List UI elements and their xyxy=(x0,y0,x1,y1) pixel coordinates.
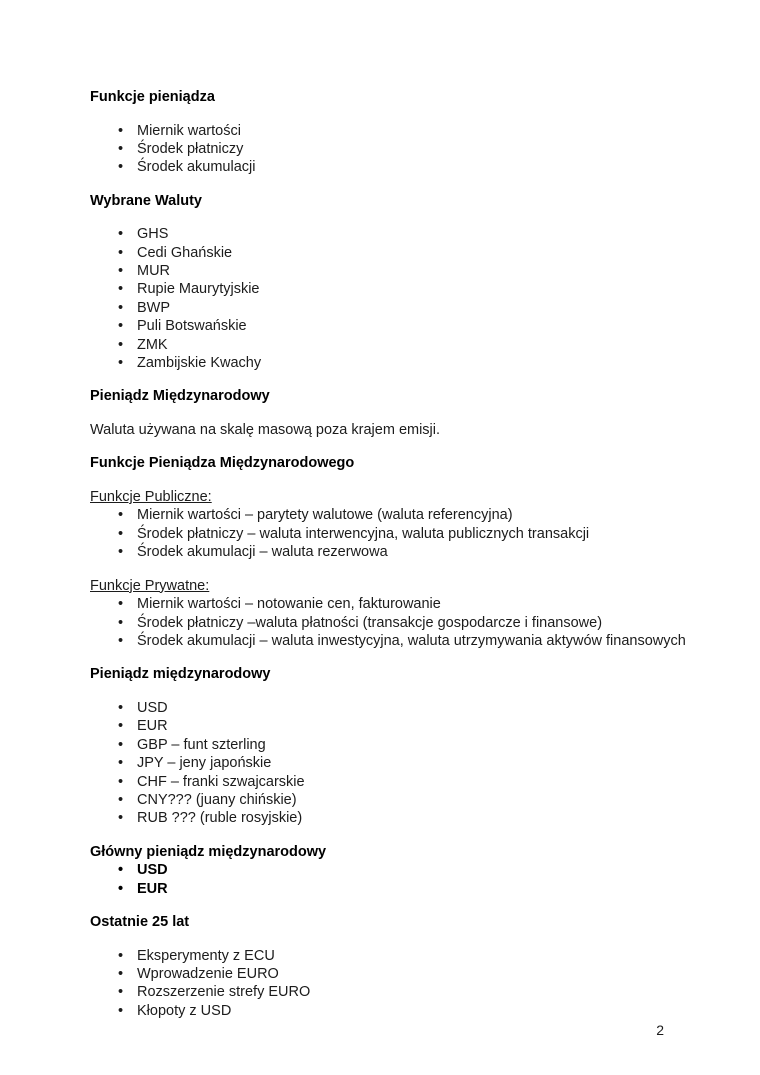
list-item: • CNY??? (juany chińskie) xyxy=(90,791,720,809)
list-funkcje-publiczne xyxy=(90,506,720,561)
list-funkcje-pieniadza xyxy=(90,122,720,177)
list-item: • CHF – franki szwajcarskie xyxy=(90,773,720,791)
list-item: • GHS xyxy=(90,225,720,243)
list-item: • Miernik wartości xyxy=(90,122,720,140)
list-item: • Rupie Maurytyjskie xyxy=(90,280,720,298)
list-item: • EUR xyxy=(90,880,720,898)
list-wybrane-waluty xyxy=(90,225,720,372)
list-item: • BWP xyxy=(90,299,720,317)
heading-glowny-pieniadz: Główny pieniądz międzynarodowy xyxy=(90,843,327,860)
list-item: • Cedi Ghańskie xyxy=(90,244,720,262)
subheading-funkcje-prywatne: Funkcje Prywatne: xyxy=(90,577,210,594)
paragraph-definicja-waluty: Waluta używana na skalę masową poza krajem emisji. xyxy=(90,421,441,438)
list-item: • USD xyxy=(90,861,720,879)
list-item: • Puli Botswańskie xyxy=(90,317,720,335)
list-item: • Rozszerzenie strefy EURO xyxy=(90,983,720,1001)
list-item: • Środek płatniczy xyxy=(90,140,720,158)
page-number: 2 xyxy=(656,1022,664,1038)
heading-pieniadz-miedzynarodowy: Pieniądz Międzynarodowy xyxy=(90,388,270,405)
heading-pieniadz-miedzynarodowy-lista: Pieniądz międzynarodowy xyxy=(90,666,271,683)
list-item: • Miernik wartości – parytety walutowe (waluta referencyjna) xyxy=(90,506,720,524)
list-item: • USD xyxy=(90,699,720,717)
list-item: • Środek akumulacji – waluta inwestycyjna, waluta utrzymywania aktywów finansowych xyxy=(90,632,720,650)
list-item: • Kłopoty z USD xyxy=(90,1002,720,1020)
list-item: • Środek akumulacji – waluta rezerwowa xyxy=(90,543,720,561)
list-ostatnie-25-lat xyxy=(90,947,720,1021)
list-item: • Zambijskie Kwachy xyxy=(90,354,720,372)
list-item: • Środek akumulacji xyxy=(90,158,720,176)
list-item: • MUR xyxy=(90,262,720,280)
list-item: • JPY – jeny japońskie xyxy=(90,754,720,772)
list-item: • RUB ??? (ruble rosyjskie) xyxy=(90,809,720,827)
list-funkcje-prywatne xyxy=(90,595,720,650)
list-item: • EUR xyxy=(90,717,720,735)
list-item: • Środek płatniczy –waluta płatności (transakcje gospodarcze i finansowe) xyxy=(90,614,720,632)
list-waluty-miedzynarodowe xyxy=(90,699,720,828)
list-item: • ZMK xyxy=(90,336,720,354)
list-glowny-pieniadz xyxy=(90,861,720,898)
heading-funkcje-pieniadza-miedzynarodowego: Funkcje Pieniądza Międzynarodowego xyxy=(90,455,355,472)
heading-funkcje-pieniadza: Funkcje pieniądza xyxy=(90,89,215,105)
list-item: • Wprowadzenie EURO xyxy=(90,965,720,983)
list-item: • GBP – funt szterling xyxy=(90,736,720,754)
subheading-funkcje-publiczne: Funkcje Publiczne: xyxy=(90,488,212,505)
heading-wybrane-waluty: Wybrane Waluty xyxy=(90,192,202,209)
list-item: • Eksperymenty z ECU xyxy=(90,947,720,965)
heading-ostatnie-25-lat: Ostatnie 25 lat xyxy=(90,914,190,931)
list-item: • Środek płatniczy – waluta interwencyjna, waluta publicznych transakcji xyxy=(90,525,720,543)
list-item: • Miernik wartości – notowanie cen, fakturowanie xyxy=(90,595,720,613)
